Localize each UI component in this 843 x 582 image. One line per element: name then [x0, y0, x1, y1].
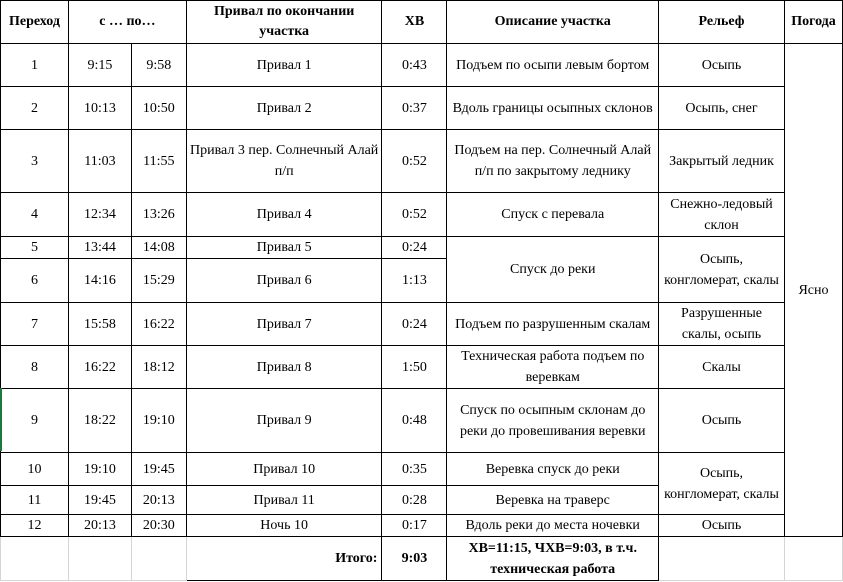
time-to: 19:45: [131, 453, 186, 486]
table-row: [1, 130, 843, 193]
hv-cell: 0:48: [382, 389, 447, 453]
hv-cell: 0:52: [382, 193, 447, 237]
hv-cell: 0:35: [382, 453, 447, 486]
description-cell: Вдоль границы осыпных склонов: [447, 87, 659, 130]
row-number: 1: [1, 44, 69, 87]
rest-cell: Привал 1: [186, 44, 382, 87]
hv-cell: 1:13: [382, 259, 447, 303]
time-from: 11:03: [68, 130, 131, 193]
time-to: 16:22: [131, 303, 186, 346]
rest-cell: Привал 11: [186, 486, 382, 515]
table-row: [1, 303, 843, 346]
relief-cell: Осыпь, снег: [659, 87, 785, 130]
header-transition: Переход: [1, 1, 69, 44]
row-number: 11: [1, 486, 69, 515]
time-from: 12:34: [68, 193, 131, 237]
rest-cell: Привал 7: [186, 303, 382, 346]
time-from: 19:10: [68, 453, 131, 486]
description-cell: Подъем на пер. Солнечный Алай п/п по закрытому леднику: [447, 130, 659, 193]
table-row: [1, 346, 843, 389]
row-number: 5: [1, 237, 69, 259]
header-description: Описание участка: [447, 1, 659, 44]
time-from: 10:13: [68, 87, 131, 130]
total-summary: ХВ=11:15, ЧХВ=9:03, в т.ч. техническая работа: [447, 537, 659, 581]
row-number: 3: [1, 130, 69, 193]
description-cell: Подъем по осыпи левым бортом: [447, 44, 659, 87]
relief-cell: Скалы: [659, 346, 785, 389]
description-cell: Вдоль реки до места ночевки: [447, 515, 659, 537]
time-to: 10:50: [131, 87, 186, 130]
empty-cell: [784, 537, 842, 581]
row-number: 10: [1, 453, 69, 486]
hv-cell: 0:24: [382, 237, 447, 259]
row-number: 4: [1, 193, 69, 237]
weather-cell: Ясно: [784, 44, 842, 537]
row-number: 8: [1, 346, 69, 389]
hv-cell: 0:52: [382, 130, 447, 193]
time-to: 13:26: [131, 193, 186, 237]
time-to: 14:08: [131, 237, 186, 259]
time-from: 13:44: [68, 237, 131, 259]
rest-cell: Привал 8: [186, 346, 382, 389]
row-number: 6: [1, 259, 69, 303]
time-from: 19:45: [68, 486, 131, 515]
time-from: 20:13: [68, 515, 131, 537]
relief-cell: Осыпь: [659, 389, 785, 453]
description-cell: Веревка на траверс: [447, 486, 659, 515]
time-from: 9:15: [68, 44, 131, 87]
time-to: 18:12: [131, 346, 186, 389]
hv-cell: 0:17: [382, 515, 447, 537]
total-label: Итого:: [186, 537, 382, 581]
rest-cell: Ночь 10: [186, 515, 382, 537]
table-row: [1, 237, 843, 259]
relief-cell: Закрытый ледник: [659, 130, 785, 193]
row-number: 9: [1, 389, 69, 453]
table-row: [1, 389, 843, 453]
total-value: 9:03: [382, 537, 447, 581]
table-row: [1, 193, 843, 237]
header-relief: Рельеф: [659, 1, 785, 44]
rest-cell: Привал 3 пер. Солнечный Алай п/п: [186, 130, 382, 193]
rest-cell: Привал 4: [186, 193, 382, 237]
time-from: 15:58: [68, 303, 131, 346]
table-row: [1, 453, 843, 486]
empty-cell: [131, 537, 186, 581]
row-number: 12: [1, 515, 69, 537]
empty-cell: [659, 537, 785, 581]
relief-cell: Осыпь: [659, 515, 785, 537]
table-row: [1, 515, 843, 537]
description-cell: Веревка спуск до реки: [447, 453, 659, 486]
time-to: 20:13: [131, 486, 186, 515]
header-weather: Погода: [784, 1, 842, 44]
rest-cell: Привал 9: [186, 389, 382, 453]
time-to: 9:58: [131, 44, 186, 87]
empty-cell: [1, 537, 69, 581]
hv-cell: 1:50: [382, 346, 447, 389]
table-row: [1, 87, 843, 130]
header-rest: Привал по окончании участка: [186, 1, 382, 44]
time-to: 15:29: [131, 259, 186, 303]
row-number: 7: [1, 303, 69, 346]
header-row: [1, 1, 843, 44]
rest-cell: Привал 2: [186, 87, 382, 130]
relief-cell: Осыпь, конгломерат, скалы: [659, 237, 785, 303]
row-selection-marker: [0, 388, 2, 451]
rest-cell: Привал 10: [186, 453, 382, 486]
table-row: [1, 44, 843, 87]
time-from: 14:16: [68, 259, 131, 303]
relief-cell: Осыпь, конгломерат, скалы: [659, 453, 785, 515]
rest-cell: Привал 5: [186, 237, 382, 259]
header-hv: ХВ: [382, 1, 447, 44]
description-cell: Спуск с перевала: [447, 193, 659, 237]
time-from: 18:22: [68, 389, 131, 453]
description-cell: Спуск по осыпным склонам до реки до провешивания веревки: [447, 389, 659, 453]
time-to: 20:30: [131, 515, 186, 537]
time-to: 19:10: [131, 389, 186, 453]
header-from-to: с … по…: [68, 1, 186, 44]
hv-cell: 0:24: [382, 303, 447, 346]
time-to: 11:55: [131, 130, 186, 193]
rest-cell: Привал 6: [186, 259, 382, 303]
description-cell: Спуск до реки: [447, 237, 659, 303]
description-cell: Техническая работа подъем по веревкам: [447, 346, 659, 389]
hv-cell: 0:43: [382, 44, 447, 87]
row-number: 2: [1, 87, 69, 130]
relief-cell: Разрушенные скалы, осыпь: [659, 303, 785, 346]
relief-cell: Снежно-ледовый склон: [659, 193, 785, 237]
empty-cell: [68, 537, 131, 581]
total-row: [1, 537, 843, 581]
relief-cell: Осыпь: [659, 44, 785, 87]
time-from: 16:22: [68, 346, 131, 389]
hv-cell: 0:28: [382, 486, 447, 515]
description-cell: Подъем по разрушенным скалам: [447, 303, 659, 346]
hv-cell: 0:37: [382, 87, 447, 130]
